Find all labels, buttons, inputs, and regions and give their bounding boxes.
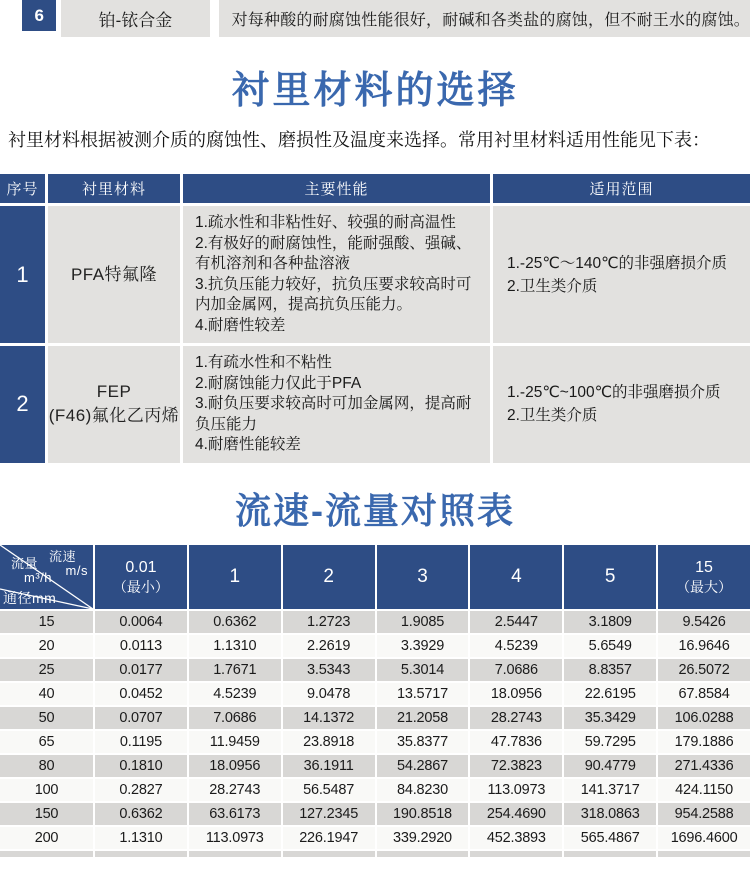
flow-value-cell: 452.3893 xyxy=(470,827,562,849)
flow-row-diameter: 80 xyxy=(0,755,93,777)
lining-row-range xyxy=(493,346,750,463)
flow-column-value: 0.01 xyxy=(125,558,157,576)
flow-partial-row-cell xyxy=(283,851,375,857)
flow-column-header xyxy=(470,545,562,609)
flow-value-cell: 1.9085 xyxy=(377,611,469,633)
flow-value-cell: 59.7295 xyxy=(564,731,656,753)
flow-value-cell: 28.2743 xyxy=(470,707,562,729)
flow-value-cell: 35.3429 xyxy=(564,707,656,729)
flow-value-cell: 1696.4600 xyxy=(658,827,750,849)
lining-material-intro-text: 衬里材料根据被测介质的腐蚀性、磨损性及温度来选择。常用衬里材料适用性能见下表： xyxy=(8,130,710,150)
corner-flow-unit: m³/h xyxy=(24,569,52,585)
flow-value-cell: 13.5717 xyxy=(377,683,469,705)
material-line: (F46)氟化乙丙烯 xyxy=(48,406,180,426)
flow-value-cell: 3.1809 xyxy=(564,611,656,633)
flow-value-cell: 8.8357 xyxy=(564,659,656,681)
flow-value-cell: 226.1947 xyxy=(283,827,375,849)
flow-value-cell: 0.0177 xyxy=(95,659,187,681)
flow-value-cell: 254.4690 xyxy=(470,803,562,825)
flow-row-diameter: 200 xyxy=(0,827,93,849)
flow-value-cell: 56.5487 xyxy=(283,779,375,801)
flow-value-cell: 3.5343 xyxy=(283,659,375,681)
lining-row-number: 2 xyxy=(0,346,45,463)
property-line: 2.有极好的耐腐蚀性，能耐强酸、强碱、有机溶剂和各种盐溶液 xyxy=(195,234,472,272)
flow-row-diameter: 100 xyxy=(0,779,93,801)
flow-partial-row-cell xyxy=(377,851,469,857)
property-line: 1.有疏水性和不粘性 xyxy=(195,354,332,371)
property-line: 3.抗负压能力较好，抗负压要求较高时可内加金属网，提高抗负压能力。 xyxy=(195,275,472,313)
flow-column-header xyxy=(283,545,375,609)
lining-material-table xyxy=(0,174,750,463)
flow-value-cell: 4.5239 xyxy=(189,683,281,705)
corner-diameter-label: 通径mm xyxy=(3,589,57,606)
flow-value-cell: 18.0956 xyxy=(189,755,281,777)
flow-value-cell: 106.0288 xyxy=(658,707,750,729)
flow-value-cell: 28.2743 xyxy=(189,779,281,801)
flow-value-cell: 0.0707 xyxy=(95,707,187,729)
flow-row-diameter: 150 xyxy=(0,803,93,825)
flow-value-cell: 339.2920 xyxy=(377,827,469,849)
flow-value-cell: 21.2058 xyxy=(377,707,469,729)
flow-value-cell: 1.2723 xyxy=(283,611,375,633)
flow-value-cell: 318.0863 xyxy=(564,803,656,825)
flow-value-cell: 190.8518 xyxy=(377,803,469,825)
flow-value-cell: 2.2619 xyxy=(283,635,375,657)
flow-value-cell: 1.7671 xyxy=(189,659,281,681)
flow-value-cell: 141.3717 xyxy=(564,779,656,801)
range-line: 2.卫生类介质 xyxy=(507,277,598,295)
flow-value-cell: 113.0973 xyxy=(470,779,562,801)
flow-value-cell: 3.3929 xyxy=(377,635,469,657)
material-line: PFA特氟隆 xyxy=(70,264,158,284)
section-title-lining-material: 衬里材料的选择 xyxy=(231,70,519,112)
flow-value-cell: 7.0686 xyxy=(470,659,562,681)
property-line: 2.耐腐蚀能力仅此于PFA xyxy=(195,374,362,392)
flow-value-cell: 0.6362 xyxy=(95,803,187,825)
flow-row-diameter: 50 xyxy=(0,707,93,729)
flow-row-diameter: 65 xyxy=(0,731,93,753)
flow-value-cell: 0.1195 xyxy=(95,731,187,753)
flow-table-corner-cell xyxy=(0,545,93,609)
flow-value-cell: 72.3823 xyxy=(470,755,562,777)
flow-partial-row-cell xyxy=(564,851,656,857)
property-line: 1.疏水性和非粘性好、较强的耐高温性 xyxy=(195,214,456,231)
flow-value-cell: 0.0113 xyxy=(95,635,187,657)
flow-column-header xyxy=(95,545,187,609)
flow-column-sub-label: （最大） xyxy=(676,578,733,595)
flow-value-cell: 14.1372 xyxy=(283,707,375,729)
lining-header-range: 适用范围 xyxy=(493,174,750,203)
flow-column-header xyxy=(564,545,656,609)
flow-value-cell: 0.0064 xyxy=(95,611,187,633)
flow-value-cell: 1.1310 xyxy=(189,635,281,657)
flow-value-cell: 1.1310 xyxy=(95,827,187,849)
material-line: FEP xyxy=(96,382,132,402)
flow-column-value: 15 xyxy=(695,558,713,576)
flow-row-diameter: 15 xyxy=(0,611,93,633)
flow-column-header xyxy=(377,545,469,609)
range-line: 1.-25℃～140℃的非强磨损介质 xyxy=(507,254,728,272)
electrode-row-material: 铂-铱合金 xyxy=(61,0,209,37)
flow-value-cell: 0.0452 xyxy=(95,683,187,705)
flow-value-cell: 179.1886 xyxy=(658,731,750,753)
flow-value-cell: 67.8584 xyxy=(658,683,750,705)
flow-column-value: 5 xyxy=(604,565,616,587)
lining-header-material: 衬里材料 xyxy=(48,174,180,203)
flow-value-cell: 0.2827 xyxy=(95,779,187,801)
electrode-row-description: 对每种酸的耐腐蚀性能很好，耐碱和各类盐的腐蚀，但不耐王水的腐蚀。 xyxy=(219,0,750,37)
electrode-table-partial-row xyxy=(22,0,750,38)
flow-value-cell: 18.0956 xyxy=(470,683,562,705)
flow-value-cell: 7.0686 xyxy=(189,707,281,729)
flow-value-cell: 2.5447 xyxy=(470,611,562,633)
flow-value-cell: 54.2867 xyxy=(377,755,469,777)
flow-value-cell: 84.8230 xyxy=(377,779,469,801)
lining-row-properties xyxy=(183,206,490,343)
flow-value-cell: 63.6173 xyxy=(189,803,281,825)
flow-partial-row-cell xyxy=(0,851,93,857)
electrode-row-number: 6 xyxy=(22,0,56,31)
flow-value-cell: 424.1150 xyxy=(658,779,750,801)
flow-partial-row-cell xyxy=(95,851,187,857)
lining-header-properties: 主要性能 xyxy=(183,174,490,203)
flow-value-cell: 954.2588 xyxy=(658,803,750,825)
flow-row-diameter: 40 xyxy=(0,683,93,705)
flow-value-cell: 9.5426 xyxy=(658,611,750,633)
flow-value-cell: 16.9646 xyxy=(658,635,750,657)
flow-value-cell: 113.0973 xyxy=(189,827,281,849)
flow-value-cell: 22.6195 xyxy=(564,683,656,705)
flow-partial-row-cell xyxy=(470,851,562,857)
flow-value-cell: 0.6362 xyxy=(189,611,281,633)
lining-row-material xyxy=(48,346,180,463)
flow-value-cell: 5.6549 xyxy=(564,635,656,657)
lining-row-material xyxy=(48,206,180,343)
property-line: 4.耐磨性较差 xyxy=(195,316,286,334)
flow-value-cell: 271.4336 xyxy=(658,755,750,777)
lining-header-no: 序号 xyxy=(0,174,45,203)
flow-partial-row-cell xyxy=(658,851,750,857)
flow-value-cell: 565.4867 xyxy=(564,827,656,849)
flow-value-cell: 35.8377 xyxy=(377,731,469,753)
property-line: 3.耐负压要求较高时可加金属网，提高耐负压能力 xyxy=(195,395,472,433)
flow-column-value: 1 xyxy=(229,565,241,587)
corner-velocity-label: 流速 xyxy=(48,548,76,564)
flow-column-value: 2 xyxy=(323,565,334,587)
lining-row-properties xyxy=(183,346,490,463)
range-line: 2.卫生类介质 xyxy=(507,407,598,425)
flow-velocity-table xyxy=(0,545,750,873)
flow-value-cell: 127.2345 xyxy=(283,803,375,825)
lining-row-number: 1 xyxy=(0,206,45,343)
corner-flow-label: 流量 xyxy=(11,555,39,571)
flow-column-header xyxy=(189,545,281,609)
flow-column-header xyxy=(658,545,750,609)
flow-value-cell: 90.4779 xyxy=(564,755,656,777)
flow-value-cell: 23.8918 xyxy=(283,731,375,753)
lining-row-range xyxy=(493,206,750,343)
flow-value-cell: 26.5072 xyxy=(658,659,750,681)
flow-value-cell: 47.7836 xyxy=(470,731,562,753)
flow-column-sub-label: （最小） xyxy=(112,578,169,595)
flow-value-cell: 9.0478 xyxy=(283,683,375,705)
flow-value-cell: 11.9459 xyxy=(189,731,281,753)
flow-value-cell: 4.5239 xyxy=(470,635,562,657)
section-title-flow-table: 流速-流量对照表 xyxy=(235,489,515,531)
flow-row-diameter: 20 xyxy=(0,635,93,657)
flow-column-value: 3 xyxy=(417,565,428,587)
range-line: 1.-25℃~100℃的非强磨损介质 xyxy=(507,384,721,402)
property-line: 4.耐磨性能较差 xyxy=(195,436,301,453)
flow-value-cell: 0.1810 xyxy=(95,755,187,777)
flow-partial-row-cell xyxy=(189,851,281,857)
flow-row-diameter: 25 xyxy=(0,659,93,681)
flow-column-value: 4 xyxy=(511,565,522,587)
flow-value-cell: 36.1911 xyxy=(283,755,375,777)
corner-velocity-unit: m/s xyxy=(65,562,88,578)
flow-value-cell: 5.3014 xyxy=(377,659,469,681)
